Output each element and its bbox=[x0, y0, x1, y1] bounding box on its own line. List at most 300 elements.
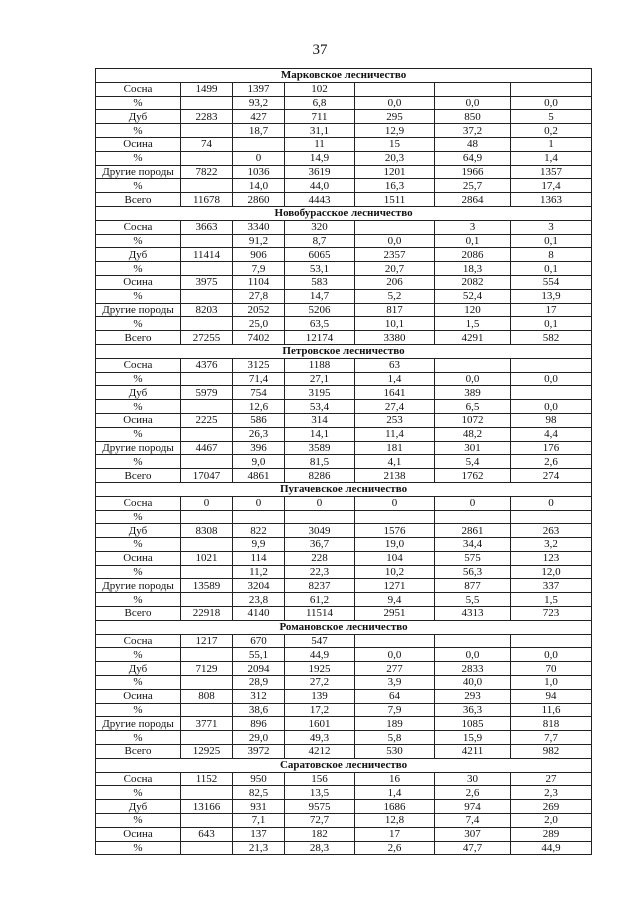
table-cell: 723 bbox=[511, 607, 592, 621]
row-label: % bbox=[96, 427, 181, 441]
table-cell: 670 bbox=[233, 634, 285, 648]
table-cell: 11,6 bbox=[511, 703, 592, 717]
table-cell: 9,0 bbox=[233, 455, 285, 469]
row-label: % bbox=[96, 510, 181, 524]
table-cell: 11,2 bbox=[233, 565, 285, 579]
table-cell: 263 bbox=[511, 524, 592, 538]
table-row bbox=[96, 510, 592, 524]
table-cell: 29,0 bbox=[233, 731, 285, 745]
table-cell: 1,0 bbox=[511, 676, 592, 690]
table-cell: 2,0 bbox=[511, 814, 592, 828]
table-row bbox=[96, 841, 592, 855]
table-cell: 137 bbox=[233, 827, 285, 841]
table-cell: 754 bbox=[233, 386, 285, 400]
table-row bbox=[96, 303, 592, 317]
table-cell: 12174 bbox=[285, 331, 355, 345]
table-cell: 0 bbox=[435, 496, 511, 510]
table-cell: 583 bbox=[285, 275, 355, 289]
table-cell bbox=[511, 510, 592, 524]
table-cell: 2086 bbox=[435, 248, 511, 262]
table-row bbox=[96, 151, 592, 165]
table-cell: 0,1 bbox=[435, 234, 511, 248]
table-cell: 22,3 bbox=[285, 565, 355, 579]
table-row bbox=[96, 786, 592, 800]
table-cell: 34,4 bbox=[435, 538, 511, 552]
table-cell: 82,5 bbox=[233, 786, 285, 800]
table-cell: 93,2 bbox=[233, 96, 285, 110]
table-cell bbox=[181, 510, 233, 524]
table-row bbox=[96, 137, 592, 151]
table-cell bbox=[181, 593, 233, 607]
row-label: % bbox=[96, 786, 181, 800]
row-label: Осина bbox=[96, 137, 181, 151]
table-cell: 1641 bbox=[355, 386, 435, 400]
section-header-row bbox=[96, 758, 592, 772]
table-cell: 2,6 bbox=[355, 841, 435, 855]
table-cell: 63,5 bbox=[285, 317, 355, 331]
table-cell bbox=[181, 455, 233, 469]
table-cell: 206 bbox=[355, 275, 435, 289]
section-header-row bbox=[96, 620, 592, 634]
row-label: % bbox=[96, 400, 181, 414]
table-cell: 1,4 bbox=[511, 151, 592, 165]
table-cell: 0 bbox=[355, 496, 435, 510]
table-cell: 5,2 bbox=[355, 289, 435, 303]
table-cell: 81,5 bbox=[285, 455, 355, 469]
table-cell: 8 bbox=[511, 248, 592, 262]
table-cell: 2,6 bbox=[435, 786, 511, 800]
table-cell: 48,2 bbox=[435, 427, 511, 441]
table-row bbox=[96, 565, 592, 579]
table-cell: 28,9 bbox=[233, 676, 285, 690]
table-cell: 11678 bbox=[181, 193, 233, 207]
table-cell: 4313 bbox=[435, 607, 511, 621]
table-cell: 14,9 bbox=[285, 151, 355, 165]
table-row bbox=[96, 124, 592, 138]
table-cell: 289 bbox=[511, 827, 592, 841]
section-title: Марковское лесничество bbox=[96, 69, 592, 83]
table-cell bbox=[435, 510, 511, 524]
table-cell: 13,9 bbox=[511, 289, 592, 303]
table-cell: 877 bbox=[435, 579, 511, 593]
table-cell bbox=[435, 358, 511, 372]
row-label: Всего bbox=[96, 469, 181, 483]
row-label: Сосна bbox=[96, 772, 181, 786]
table-cell: 4211 bbox=[435, 745, 511, 759]
table-row bbox=[96, 110, 592, 124]
table-row bbox=[96, 496, 592, 510]
table-cell: 44,0 bbox=[285, 179, 355, 193]
table-cell: 10,1 bbox=[355, 317, 435, 331]
table-cell bbox=[355, 634, 435, 648]
row-label: Другие породы bbox=[96, 579, 181, 593]
table-cell: 0,2 bbox=[511, 124, 592, 138]
section-title: Пугачевское лесничество bbox=[96, 482, 592, 496]
table-cell: 1925 bbox=[285, 662, 355, 676]
table-cell: 13,5 bbox=[285, 786, 355, 800]
table-cell: 3972 bbox=[233, 745, 285, 759]
table-row bbox=[96, 676, 592, 690]
table-cell: 12,6 bbox=[233, 400, 285, 414]
table-cell: 3204 bbox=[233, 579, 285, 593]
row-label: % bbox=[96, 289, 181, 303]
table-row bbox=[96, 96, 592, 110]
table-cell: 27255 bbox=[181, 331, 233, 345]
table-cell: 3340 bbox=[233, 220, 285, 234]
table-cell: 554 bbox=[511, 275, 592, 289]
table-cell: 2864 bbox=[435, 193, 511, 207]
table-cell: 301 bbox=[435, 441, 511, 455]
table-row bbox=[96, 275, 592, 289]
table-cell: 189 bbox=[355, 717, 435, 731]
row-label: Другие породы bbox=[96, 165, 181, 179]
table-cell: 64,9 bbox=[435, 151, 511, 165]
table-cell: 36,3 bbox=[435, 703, 511, 717]
table-cell: 74 bbox=[181, 137, 233, 151]
table-row bbox=[96, 634, 592, 648]
table-cell: 906 bbox=[233, 248, 285, 262]
table-cell: 27,8 bbox=[233, 289, 285, 303]
row-label: Всего bbox=[96, 193, 181, 207]
table-row bbox=[96, 386, 592, 400]
table-cell: 63 bbox=[355, 358, 435, 372]
table-cell bbox=[285, 510, 355, 524]
table-cell: 0 bbox=[511, 496, 592, 510]
table-cell: 37,2 bbox=[435, 124, 511, 138]
table-row bbox=[96, 413, 592, 427]
table-cell: 1511 bbox=[355, 193, 435, 207]
row-label: % bbox=[96, 455, 181, 469]
table-cell: 70 bbox=[511, 662, 592, 676]
table-cell: 931 bbox=[233, 800, 285, 814]
table-cell: 38,6 bbox=[233, 703, 285, 717]
table-row bbox=[96, 441, 592, 455]
table-cell: 12,8 bbox=[355, 814, 435, 828]
table-cell bbox=[181, 96, 233, 110]
table-cell: 0,0 bbox=[511, 372, 592, 386]
table-cell: 123 bbox=[511, 551, 592, 565]
table-cell: 64 bbox=[355, 689, 435, 703]
table-cell bbox=[233, 137, 285, 151]
table-cell: 530 bbox=[355, 745, 435, 759]
table-cell: 582 bbox=[511, 331, 592, 345]
table-row bbox=[96, 717, 592, 731]
table-cell: 0,0 bbox=[435, 648, 511, 662]
table-cell: 17 bbox=[511, 303, 592, 317]
table-cell: 11414 bbox=[181, 248, 233, 262]
table-row bbox=[96, 703, 592, 717]
row-label: % bbox=[96, 593, 181, 607]
table-cell: 16,3 bbox=[355, 179, 435, 193]
table-cell: 0 bbox=[285, 496, 355, 510]
table-row bbox=[96, 538, 592, 552]
table-cell: 6,8 bbox=[285, 96, 355, 110]
table-cell: 817 bbox=[355, 303, 435, 317]
table-cell: 9,4 bbox=[355, 593, 435, 607]
table-row bbox=[96, 165, 592, 179]
table-cell: 1 bbox=[511, 137, 592, 151]
table-cell bbox=[355, 510, 435, 524]
table-cell: 7129 bbox=[181, 662, 233, 676]
table-cell: 7,9 bbox=[233, 262, 285, 276]
table-cell bbox=[511, 358, 592, 372]
table-cell: 14,7 bbox=[285, 289, 355, 303]
table-cell: 575 bbox=[435, 551, 511, 565]
table-cell: 1104 bbox=[233, 275, 285, 289]
section-header-row bbox=[96, 482, 592, 496]
table-cell: 2951 bbox=[355, 607, 435, 621]
table-cell: 8203 bbox=[181, 303, 233, 317]
row-label: Дуб bbox=[96, 662, 181, 676]
table-cell: 20,3 bbox=[355, 151, 435, 165]
table-cell bbox=[181, 786, 233, 800]
table-cell: 49,3 bbox=[285, 731, 355, 745]
table-cell: 314 bbox=[285, 413, 355, 427]
table-cell: 4443 bbox=[285, 193, 355, 207]
table-cell: 3049 bbox=[285, 524, 355, 538]
row-label: Всего bbox=[96, 607, 181, 621]
table-cell: 0,1 bbox=[511, 234, 592, 248]
table-cell: 1601 bbox=[285, 717, 355, 731]
row-label: Осина bbox=[96, 689, 181, 703]
table-cell bbox=[355, 220, 435, 234]
table-cell: 10,2 bbox=[355, 565, 435, 579]
table-cell bbox=[181, 814, 233, 828]
table-cell: 36,7 bbox=[285, 538, 355, 552]
table-cell: 2861 bbox=[435, 524, 511, 538]
section-header-row bbox=[96, 69, 592, 83]
table-cell: 13589 bbox=[181, 579, 233, 593]
table-cell: 7,7 bbox=[511, 731, 592, 745]
table-cell: 1357 bbox=[511, 165, 592, 179]
table-cell: 0,0 bbox=[511, 400, 592, 414]
table-row bbox=[96, 289, 592, 303]
table-row bbox=[96, 772, 592, 786]
row-label: % bbox=[96, 841, 181, 855]
table-cell: 98 bbox=[511, 413, 592, 427]
table-cell bbox=[181, 538, 233, 552]
row-label: % bbox=[96, 676, 181, 690]
table-row bbox=[96, 579, 592, 593]
row-label: % bbox=[96, 317, 181, 331]
row-label: % bbox=[96, 262, 181, 276]
table-cell: 30 bbox=[435, 772, 511, 786]
table-cell: 4212 bbox=[285, 745, 355, 759]
table-cell: 5,5 bbox=[435, 593, 511, 607]
table-row bbox=[96, 331, 592, 345]
table-row bbox=[96, 427, 592, 441]
table-cell: 8308 bbox=[181, 524, 233, 538]
table-cell: 11514 bbox=[285, 607, 355, 621]
table-cell: 3771 bbox=[181, 717, 233, 731]
table-cell: 586 bbox=[233, 413, 285, 427]
table-cell: 295 bbox=[355, 110, 435, 124]
table-cell: 18,3 bbox=[435, 262, 511, 276]
table-cell bbox=[181, 372, 233, 386]
table-cell: 4140 bbox=[233, 607, 285, 621]
table-cell: 5206 bbox=[285, 303, 355, 317]
table-cell: 4467 bbox=[181, 441, 233, 455]
table-cell: 25,7 bbox=[435, 179, 511, 193]
table-cell: 3975 bbox=[181, 275, 233, 289]
table-row bbox=[96, 248, 592, 262]
table-cell: 0,0 bbox=[355, 96, 435, 110]
table-cell bbox=[181, 262, 233, 276]
table-cell: 1499 bbox=[181, 82, 233, 96]
table-cell: 3663 bbox=[181, 220, 233, 234]
section-title: Саратовское лесничество bbox=[96, 758, 592, 772]
table-row bbox=[96, 82, 592, 96]
table-cell: 2283 bbox=[181, 110, 233, 124]
table-cell: 950 bbox=[233, 772, 285, 786]
table-cell: 277 bbox=[355, 662, 435, 676]
table-row bbox=[96, 524, 592, 538]
table-cell: 2082 bbox=[435, 275, 511, 289]
table-cell: 3619 bbox=[285, 165, 355, 179]
table-cell bbox=[181, 234, 233, 248]
row-label: % bbox=[96, 538, 181, 552]
table-cell: 26,3 bbox=[233, 427, 285, 441]
table-row bbox=[96, 648, 592, 662]
table-cell: 1397 bbox=[233, 82, 285, 96]
table-cell bbox=[181, 565, 233, 579]
page-number: 37 bbox=[312, 42, 328, 58]
table-cell: 3125 bbox=[233, 358, 285, 372]
table-cell: 0,0 bbox=[355, 234, 435, 248]
table-cell: 6,5 bbox=[435, 400, 511, 414]
table-cell: 0,0 bbox=[435, 372, 511, 386]
table-cell: 0 bbox=[233, 496, 285, 510]
table-cell: 547 bbox=[285, 634, 355, 648]
table-cell: 7,4 bbox=[435, 814, 511, 828]
row-label: Сосна bbox=[96, 220, 181, 234]
table-cell: 3380 bbox=[355, 331, 435, 345]
table-cell: 274 bbox=[511, 469, 592, 483]
table-cell: 9,9 bbox=[233, 538, 285, 552]
table-cell: 6065 bbox=[285, 248, 355, 262]
table-cell: 427 bbox=[233, 110, 285, 124]
table-cell: 1188 bbox=[285, 358, 355, 372]
row-label: Сосна bbox=[96, 82, 181, 96]
table-cell: 16 bbox=[355, 772, 435, 786]
table-cell: 19,0 bbox=[355, 538, 435, 552]
table-cell: 156 bbox=[285, 772, 355, 786]
table-cell: 17,4 bbox=[511, 179, 592, 193]
table-cell: 896 bbox=[233, 717, 285, 731]
table-row bbox=[96, 689, 592, 703]
table-cell: 28,3 bbox=[285, 841, 355, 855]
forestry-table bbox=[95, 68, 592, 855]
table-cell: 22918 bbox=[181, 607, 233, 621]
table-cell: 12925 bbox=[181, 745, 233, 759]
table-cell: 27,2 bbox=[285, 676, 355, 690]
table-row bbox=[96, 607, 592, 621]
table-cell: 176 bbox=[511, 441, 592, 455]
table-cell: 25,0 bbox=[233, 317, 285, 331]
table-row bbox=[96, 593, 592, 607]
table-cell: 91,2 bbox=[233, 234, 285, 248]
table-cell: 5,4 bbox=[435, 455, 511, 469]
table-cell: 4291 bbox=[435, 331, 511, 345]
table-cell: 7,1 bbox=[233, 814, 285, 828]
row-label: Сосна bbox=[96, 496, 181, 510]
table-row bbox=[96, 662, 592, 676]
row-label: % bbox=[96, 703, 181, 717]
table-cell: 31,1 bbox=[285, 124, 355, 138]
row-label: % bbox=[96, 124, 181, 138]
table-cell: 14,1 bbox=[285, 427, 355, 441]
table-cell: 822 bbox=[233, 524, 285, 538]
table-cell bbox=[181, 427, 233, 441]
table-row bbox=[96, 193, 592, 207]
table-cell: 48 bbox=[435, 137, 511, 151]
table-cell: 181 bbox=[355, 441, 435, 455]
table-cell bbox=[181, 703, 233, 717]
table-cell: 389 bbox=[435, 386, 511, 400]
row-label: % bbox=[96, 565, 181, 579]
row-label: Дуб bbox=[96, 800, 181, 814]
row-label: Осина bbox=[96, 551, 181, 565]
table-cell: 2,3 bbox=[511, 786, 592, 800]
table-cell: 7,9 bbox=[355, 703, 435, 717]
table-cell: 1363 bbox=[511, 193, 592, 207]
table-cell: 982 bbox=[511, 745, 592, 759]
table-cell: 307 bbox=[435, 827, 511, 841]
row-label: Сосна bbox=[96, 634, 181, 648]
table-cell: 1576 bbox=[355, 524, 435, 538]
table-cell: 61,2 bbox=[285, 593, 355, 607]
table-cell: 1966 bbox=[435, 165, 511, 179]
table-cell bbox=[511, 386, 592, 400]
table-cell: 1,4 bbox=[355, 372, 435, 386]
table-cell: 139 bbox=[285, 689, 355, 703]
table-cell: 4,1 bbox=[355, 455, 435, 469]
table-cell: 15 bbox=[355, 137, 435, 151]
table-cell bbox=[233, 510, 285, 524]
table-cell: 20,7 bbox=[355, 262, 435, 276]
table-cell: 3,2 bbox=[511, 538, 592, 552]
table-cell: 320 bbox=[285, 220, 355, 234]
table-cell: 114 bbox=[233, 551, 285, 565]
section-header-row bbox=[96, 344, 592, 358]
table-cell: 8237 bbox=[285, 579, 355, 593]
table-cell: 2138 bbox=[355, 469, 435, 483]
table-cell: 1201 bbox=[355, 165, 435, 179]
table-cell: 5 bbox=[511, 110, 592, 124]
table-cell: 12,0 bbox=[511, 565, 592, 579]
table-cell: 1,4 bbox=[355, 786, 435, 800]
table-cell: 1271 bbox=[355, 579, 435, 593]
table-cell bbox=[181, 648, 233, 662]
section-title: Романовское лесничество bbox=[96, 620, 592, 634]
table-cell: 3 bbox=[435, 220, 511, 234]
table-cell: 0,0 bbox=[355, 648, 435, 662]
table-cell: 14,0 bbox=[233, 179, 285, 193]
table-cell: 0 bbox=[233, 151, 285, 165]
table-cell: 11,4 bbox=[355, 427, 435, 441]
table-cell: 55,1 bbox=[233, 648, 285, 662]
table-row bbox=[96, 469, 592, 483]
table-cell: 818 bbox=[511, 717, 592, 731]
table-cell: 53,1 bbox=[285, 262, 355, 276]
table-cell: 9575 bbox=[285, 800, 355, 814]
table-cell bbox=[511, 634, 592, 648]
table-row bbox=[96, 827, 592, 841]
table-cell: 2833 bbox=[435, 662, 511, 676]
table-row bbox=[96, 800, 592, 814]
table-cell: 27 bbox=[511, 772, 592, 786]
table-cell: 2094 bbox=[233, 662, 285, 676]
